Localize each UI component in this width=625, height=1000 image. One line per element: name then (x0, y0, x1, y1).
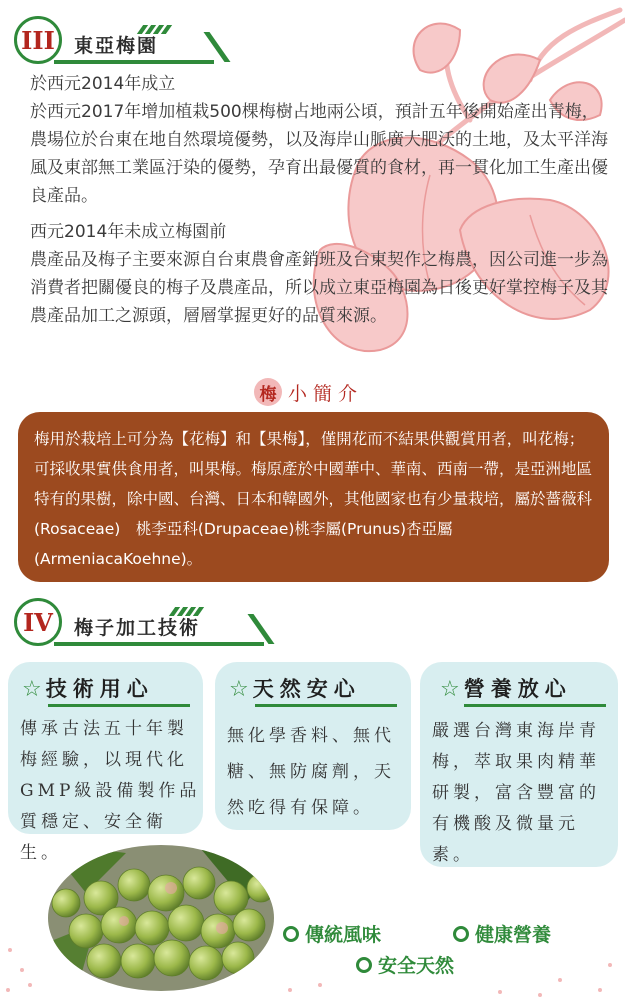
header-slash (247, 614, 274, 644)
header-stripes (172, 601, 204, 610)
intro-body: 梅用於栽培上可分為【花梅】和【果梅】，僅開花而不結果供觀賞用者，叫花梅；可採收果實供食用者，叫果梅。梅原產於中國華中、華南、西南一帶，是亞洲地區特有的果樹，除中國、台灣、日本和韓國外，其他國家也有少量栽培，屬於薔薇科(Rosaceae) 桃李亞科(Drupaceae)桃李屬(Prunus)杏亞屬(ArmeniacaKoehne)。 (34, 430, 593, 568)
header-stripes (140, 19, 172, 28)
tag-text: 安全天然 (378, 955, 455, 977)
star-icon: ☆ (229, 677, 249, 702)
card-title-text: 營養放心 (463, 677, 572, 701)
card-title-text: 天然安心 (252, 677, 361, 701)
section-number-badge: III (14, 16, 62, 64)
history-text (30, 70, 610, 330)
intro-box (18, 412, 609, 582)
card-title (440, 672, 572, 706)
header-slash (203, 32, 230, 62)
card-title (229, 672, 361, 706)
card-title-text: 技術用心 (45, 677, 154, 701)
tag-text: 傳統風味 (305, 924, 382, 946)
section-3-header (14, 16, 314, 66)
history-heading-1: 於西元2014年成立 (30, 74, 176, 94)
card-underline (48, 704, 190, 707)
card-underline (255, 704, 397, 707)
feature-card-technique (8, 662, 203, 863)
intro-title-text: 小簡介 (288, 382, 364, 405)
section-number-badge: IV (14, 598, 62, 646)
section-4-header (14, 598, 314, 648)
history-body-1: 於西元2017年增加植栽500棵梅樹占地兩公頃，預計五年後開始產出青梅，農場位於台東在地自然環境優勢，以及海岸山脈廣大肥沃的土地，及太平洋海風及東部無工業區汙染的優勢，孕育出最優質的食材，再一貫化加工生產出優良產品。 (30, 102, 608, 206)
history-body-2: 農產品及梅子主要來源自台東農會產銷班及台東契作之梅農，因公司進一步為消費者把關優良的梅子及農產品，所以成立東亞梅園為日後更好掌控梅子及其農產品加工之源頭，層層掌握更好的品質來源。 (30, 250, 608, 326)
card-text: 嚴選台灣東海岸青梅，萃取果肉精華研製，富含豐富的有機酸及微量元素。 (432, 721, 600, 865)
star-icon: ☆ (22, 677, 42, 702)
section-title: 梅子加工技術 (74, 617, 201, 639)
feature-card-nutrition (420, 662, 618, 867)
history-heading-2: 西元2014年未成立梅園前 (30, 222, 227, 242)
card-text: 傳承古法五十年製梅經驗，以現代化GMP級設備製作品質穩定、安全衛生。 (20, 719, 201, 863)
section-title: 東亞梅園 (74, 35, 159, 57)
decorative-dots (0, 930, 625, 1000)
card-text: 無化學香料、無代糖、無防腐劑，天然吃得有保障。 (227, 726, 395, 818)
card-underline (464, 704, 606, 707)
feature-card-natural (215, 662, 411, 830)
card-title (22, 672, 154, 706)
intro-title (254, 376, 363, 408)
star-icon: ☆ (440, 677, 460, 702)
plum-badge-icon: 梅 (254, 378, 282, 406)
tag-text: 健康營養 (475, 924, 552, 946)
